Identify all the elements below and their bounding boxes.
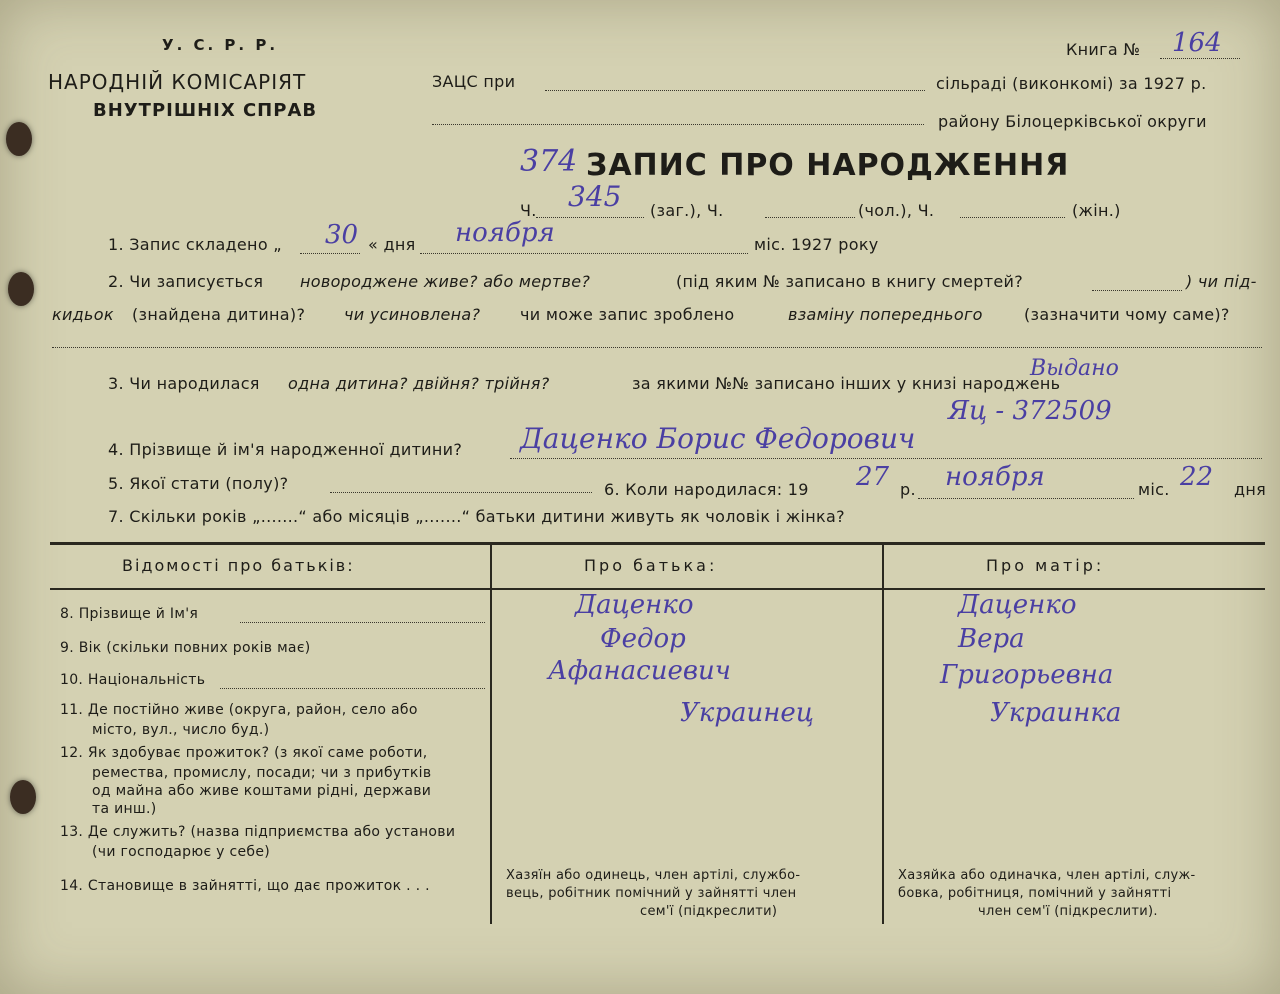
field-2-foundling-a: ) чи під- [1186, 272, 1257, 291]
republic-label: У. С. Р. Р. [162, 36, 279, 54]
field-2-instead: взаміну попереднього [788, 305, 983, 324]
field-2-death-book: (під яким № записано в книгу смертей? [676, 272, 1023, 291]
punch-hole [10, 780, 36, 814]
field-4-line [510, 458, 1262, 459]
field-1-month: ноября [455, 218, 555, 248]
mother-occupation-2: бовка, робітниця, помічний у зайнятті [898, 886, 1172, 901]
field-6-year: 27 [856, 462, 890, 492]
field-6-mis: міс. [1138, 480, 1170, 499]
row-10-label: 10. Національність [60, 672, 206, 688]
field-6-day: 22 [1180, 462, 1214, 492]
mother-surname: Даценко [958, 590, 1077, 620]
ch-label-1: Ч. [520, 201, 537, 220]
ch-general-value: 345 [568, 180, 622, 213]
mother-nationality: Украинка [990, 698, 1122, 728]
row-11-label-2: місто, вул., число буд.) [92, 722, 270, 738]
field-7-label: 7. Скільки років „.......“ або місяців „.......“ батьки дитини живуть як чоловік і жінка? [108, 507, 845, 526]
row-12-label-4: та инш.) [92, 801, 157, 817]
field-6-month: ноября [945, 462, 1045, 492]
field-1-month-line [420, 253, 748, 254]
book-number: 164 [1172, 28, 1222, 58]
field-2-foundling-b: кидьок [52, 305, 114, 324]
field-3-handwritten-2: Яц - 372509 [948, 396, 1112, 426]
field-3-label: 3. Чи народилася [108, 374, 260, 393]
table-divider-2 [882, 544, 884, 924]
mother-patronymic: Григорьевна [940, 660, 1114, 690]
table-header-mother: Про матір: [986, 556, 1105, 575]
field-1-day: 30 [325, 220, 359, 250]
father-surname: Даценко [575, 590, 694, 620]
male-label: (чол.), Ч. [858, 201, 935, 220]
field-1-label: 1. Запис складено „ [108, 235, 282, 254]
row-10-line [220, 688, 485, 689]
table-divider-1 [490, 544, 492, 924]
field-2-death-line [1092, 290, 1182, 291]
table-header-father: Про батька: [584, 556, 718, 575]
ch-line-2 [765, 217, 855, 218]
field-2-blank-line [52, 347, 1262, 348]
field-3-handwritten-1: Выдано [1030, 356, 1119, 381]
field-4-label: 4. Прізвище й ім'я народженної дитини? [108, 440, 463, 459]
father-name: Федор [600, 624, 686, 654]
table-header-parents: Відомості про батьків: [122, 556, 355, 575]
book-label: Книга № [1066, 40, 1141, 59]
field-2-options: новороджене живе? або мертве? [300, 272, 591, 291]
field-6-month-line [918, 498, 1134, 499]
field-3-options: одна дитина? двійня? трійня? [288, 374, 550, 393]
field-2-label: 2. Чи записується [108, 272, 264, 291]
row-12-label-1: 12. Як здобуває прожиток? (з якої саме роботи, [60, 745, 428, 761]
record-number-handwritten: 374 [520, 144, 578, 179]
field-1-day-line [300, 253, 360, 254]
district-line: району Білоцерківської округи [938, 112, 1207, 131]
field-4-child-name: Даценко Борис Федорович [520, 422, 916, 455]
field-5-label: 5. Якої стати (полу)? [108, 474, 289, 493]
field-6-label: 6. Коли народилася: 19 [604, 480, 809, 499]
book-line [1160, 58, 1240, 59]
zags-line-2 [432, 124, 924, 125]
field-6-dnia: дня [1234, 480, 1267, 499]
row-13-label-1: 13. Де служить? (назва підприємства або установи [60, 824, 456, 840]
general-label: (заг.), Ч. [650, 201, 724, 220]
field-2-maybe: чи може запис зроблено [520, 305, 735, 324]
father-occupation-3: сем'ї (підкреслити) [640, 904, 778, 919]
table-top-rule [50, 542, 1265, 545]
commissariat-line-1: НАРОДНІЙ КОМІСАРІЯТ [48, 70, 307, 94]
village-council-line: сільраді (виконкомі) за 1927 р. [936, 74, 1207, 93]
zags-line [545, 90, 925, 91]
row-13-label-2: (чи господарює у себе) [92, 844, 271, 860]
document-title: ЗАПИС ПРО НАРОДЖЕННЯ [586, 148, 1070, 183]
father-occupation-1: Хазяїн або одинець, член артілі, службо- [506, 868, 801, 883]
field-2-adopted: чи усиновлена? [344, 305, 481, 324]
punch-hole [8, 272, 34, 306]
father-nationality: Украинец [680, 698, 814, 728]
row-14-label: 14. Становище в зайнятті, що дає прожиток . . . [60, 878, 430, 894]
mother-occupation-3: член сем'ї (підкреслити). [978, 904, 1158, 919]
father-occupation-2: вець, робітник помічний у зайнятті член [506, 886, 797, 901]
mother-occupation-1: Хазяйка або одиначка, член артілі, служ- [898, 868, 1196, 883]
commissariat-line-2: ВНУТРІШНІХ СПРАВ [93, 100, 318, 121]
ch-line-3 [960, 217, 1065, 218]
mother-name: Вера [958, 624, 1025, 654]
field-2-reason: (зазначити чому саме)? [1024, 305, 1230, 324]
field-5-line [330, 492, 592, 493]
field-1-year: міс. 1927 року [754, 235, 879, 254]
zags-label: ЗАЦС при [432, 72, 516, 91]
row-11-label-1: 11. Де постійно живе (округа, район, село або [60, 702, 418, 718]
row-9-label: 9. Вік (скільки повних років має) [60, 640, 311, 656]
female-label: (жін.) [1072, 201, 1121, 220]
row-8-label: 8. Прізвище й Ім'я [60, 606, 199, 622]
field-2-foundling-note: (знайдена дитина)? [132, 305, 306, 324]
row-12-label-3: од майна або живе коштами рідні, держави [92, 783, 432, 799]
field-1-day-word: « дня [368, 235, 416, 254]
field-3-others: за якими №№ записано інших у книзі народжень [632, 374, 1061, 393]
father-patronymic: Афанасиевич [548, 656, 731, 686]
row-8-line [240, 622, 485, 623]
row-12-label-2: ремества, промислу, посади; чи з прибутків [92, 765, 432, 781]
field-6-r: р. [900, 480, 916, 499]
punch-hole [6, 122, 32, 156]
